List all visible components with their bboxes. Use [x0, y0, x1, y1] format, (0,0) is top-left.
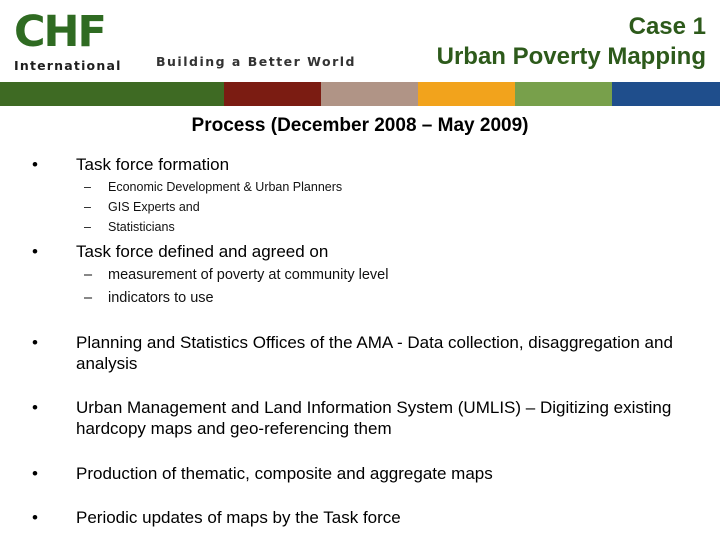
sub-item-text: measurement of poverty at community level [108, 267, 389, 283]
color-bar-segment-2 [224, 82, 321, 106]
bullet-marker: • [32, 508, 38, 527]
bullet-text: Periodic updates of maps by the Task force [76, 508, 401, 527]
slide-title [437, 12, 706, 72]
bullet-text: Planning and Statistics Offices of the AMA - Data collection, disaggregation and analysis [76, 333, 673, 373]
color-bar-segment-5 [515, 82, 612, 106]
bullet-text: Task force formation [76, 155, 230, 174]
bullet-marker: • [32, 333, 38, 352]
dash-marker: – [84, 180, 91, 194]
color-bar [0, 82, 720, 106]
title-line-2: Urban Poverty Mapping [436, 43, 706, 70]
slide-subtitle: Process (December 2008 – May 2009) [191, 115, 529, 136]
tagline: Building a Better World [156, 54, 356, 69]
sub-item-text: indicators to use [108, 290, 214, 306]
chf-logo [14, 7, 134, 73]
bullet-marker: • [32, 155, 38, 174]
bullet-marker: • [32, 398, 38, 417]
dash-marker: – [84, 200, 91, 214]
bullet-text: Production of thematic, composite and aggregate maps [76, 464, 493, 483]
color-bar-segment-6 [612, 82, 720, 106]
bullet-marker: • [32, 242, 38, 261]
bullet-text: Task force defined and agreed on [76, 242, 329, 261]
color-bar-segment-3 [321, 82, 418, 106]
dash-marker: – [84, 267, 93, 283]
color-bar-segment-4 [418, 82, 515, 106]
bullet-text: Urban Management and Land Information System (UMLIS) – Digitizing existing hardcopy maps and geo-referencing them [76, 398, 672, 438]
bullet-marker: • [32, 464, 38, 483]
sub-item-text: Economic Development & Urban Planners [108, 180, 343, 194]
logo-wordmark: CHF [14, 7, 105, 57]
color-bar-segment-1 [0, 82, 224, 106]
title-line-1: Case 1 [628, 13, 706, 40]
dash-marker: – [84, 220, 91, 234]
logo-subtitle: International [14, 58, 122, 73]
sub-item-text: Statisticians [108, 220, 175, 234]
dash-marker: – [84, 290, 93, 306]
sub-item-text: GIS Experts and [108, 200, 200, 214]
